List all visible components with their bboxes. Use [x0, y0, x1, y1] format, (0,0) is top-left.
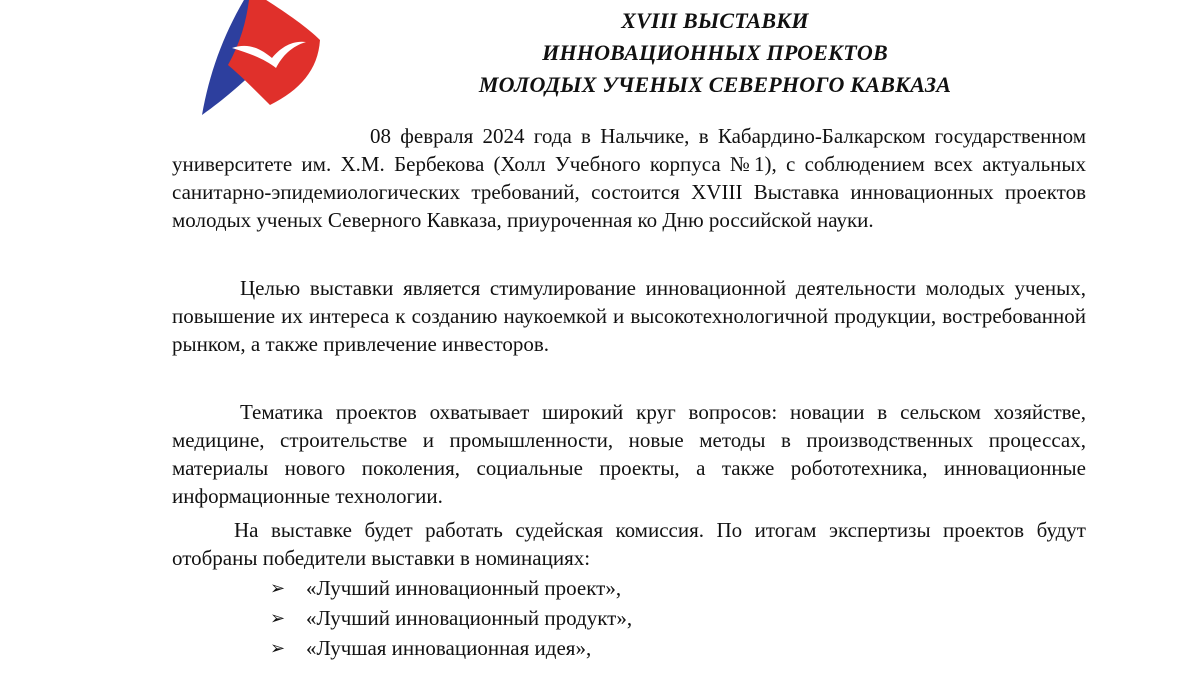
paragraph-topics: Тематика проектов охватывает широкий круг вопросов: новации в сельском хозяйстве, медицине, строительстве и промышленности, новые методы в производственных процессах, материалы нового поколения, социальные проекты, а также робототехника, инновационные информационные технологии. [172, 400, 1086, 508]
nomination-label: «Лучшая инновационная идея», [306, 636, 592, 660]
paragraph-announcement: 08 февраля 2024 года в Нальчике, в Кабардино-Балкарском государственном университете им. Х.М. Бербекова (Холл Учебного корпуса №1), с соблюдением всех актуальных санитарно-эпидемиологических требований, состоится XVIII Выставка инновационных проектов молодых ученых Северного Кавказа, приуроченная ко Дню российской науки. [172, 124, 1086, 232]
nomination-label: «Лучший инновационный продукт», [306, 606, 633, 630]
heading-line-2: ИННОВАЦИОННЫХ ПРОЕКТОВ [542, 40, 888, 65]
heading-line-1: XVIII ВЫСТАВКИ [621, 8, 809, 33]
arrow-bullet-icon: ➢ [270, 608, 286, 628]
arrow-bullet-icon: ➢ [270, 638, 286, 658]
list-item [270, 573, 632, 603]
list-item [270, 633, 632, 663]
heading-line-3: МОЛОДЫХ УЧЕНЫХ СЕВЕРНОГО КАВКАЗА [478, 72, 952, 97]
nominations-list [270, 573, 632, 663]
seagull-sail-logo-icon [180, 0, 330, 130]
list-item [270, 603, 632, 633]
paragraph-jury: На выставке будет работать судейская комиссия. По итогам экспертизы проектов будут отобраны победители выставки в номинациях: [172, 518, 1086, 570]
arrow-bullet-icon: ➢ [270, 578, 286, 598]
paragraph-goal: Целью выставки является стимулирование инновационной деятельности молодых ученых, повышение их интереса к созданию наукоемкой и высокотехнологичной продукции, востребованной рынком, а также привлечение инвесторов. [172, 276, 1086, 356]
nomination-label: «Лучший инновационный проект», [306, 576, 622, 600]
